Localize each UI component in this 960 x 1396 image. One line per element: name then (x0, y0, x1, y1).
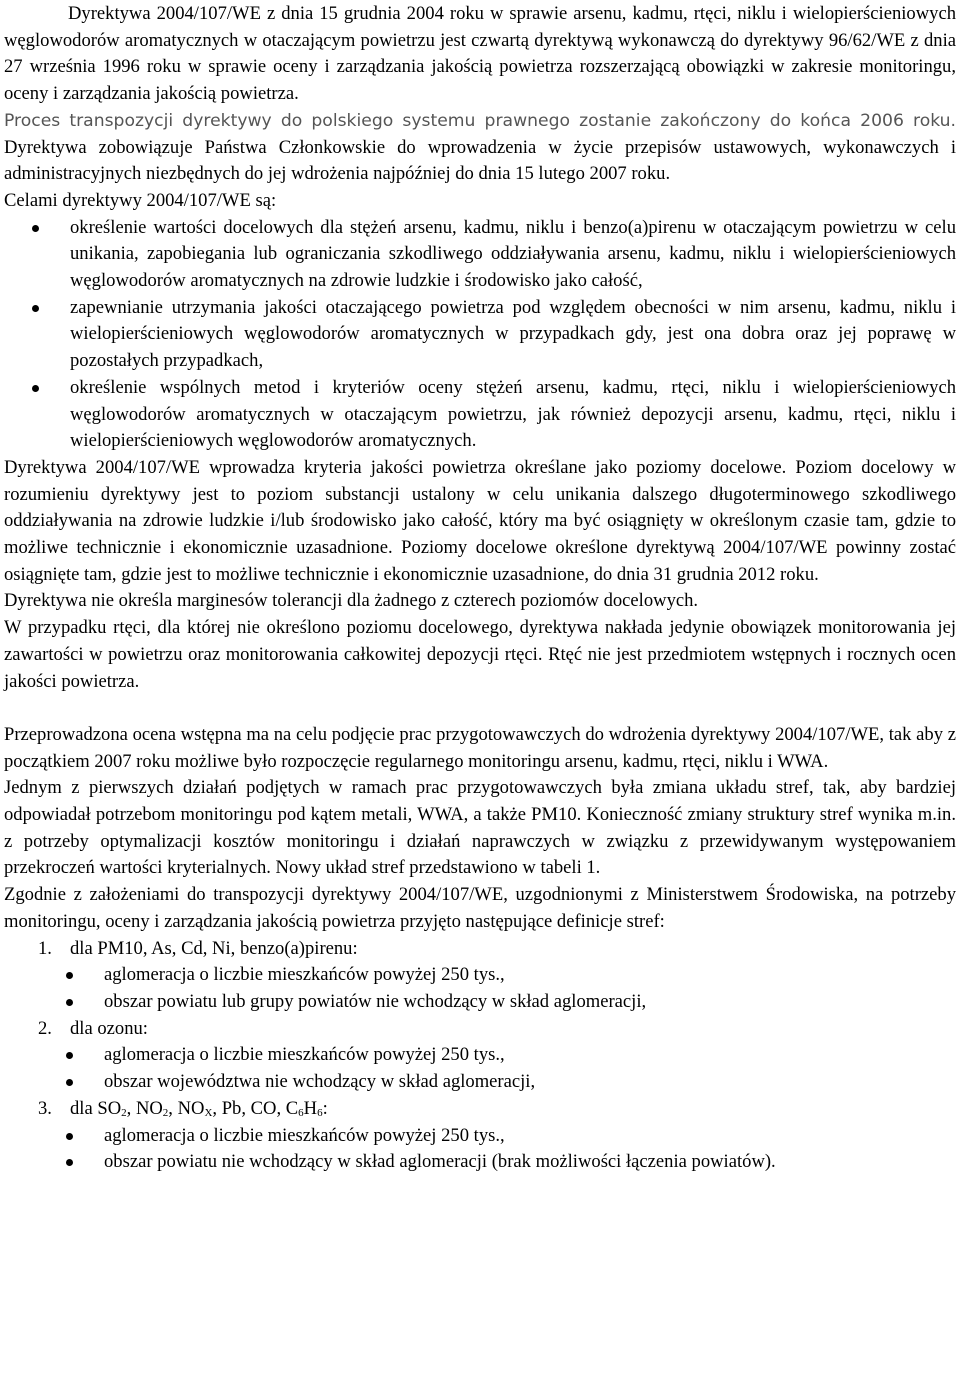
bullet-icon (66, 1079, 73, 1086)
list-item: zapewnianie utrzymania jakości otaczającego powietrza pod względem obecności w nim arsenu, kadmu, niklu i wielopierścieniowych węglowodorów aromatycznych w przypadkach gdy, jest ona dobra oraz jej poprawę w pozostałych przypadkach, (70, 295, 956, 375)
list-item: określenie wartości docelowych dla stężeń arsenu, kadmu, niklu i benzo(a)pirenu w otaczającym powietrzu w celu unikania, zapobiegania lub ograniczania szkodliwego oddziaływania arsenu, kadmu, niklu i wielopierścieniowych węglowodorów aromatycznych na zdrowie ludzkie i środowisko jako całość, (70, 215, 956, 295)
zone-items (70, 1042, 956, 1095)
transposition-obligation: Dyrektywa zobowiązuje Państwa Członkowskie do wprowadzenia w życie przepisów ustawowych, wykonawczych i administracyjnych niezbędnych do jej wdrożenia najpóźniej do dnia 15 lutego 2007 roku. (4, 136, 956, 185)
zone-head: dla PM10, As, Cd, Ni, benzo(a)pirenu: (70, 937, 358, 959)
paragraph-transposition (4, 108, 956, 188)
bullet-icon (66, 972, 73, 979)
list-item: określenie wspólnych metod i kryteriów oceny stężeń arsenu, kadmu, rtęci, niklu i wielopierścieniowych węglowodorów aromatycznych w otaczającym powietrzu, jak również depozycji arsenu, kadmu, rtęci, niklu i wielopierścieniowych węglowodorów aromatycznych. (70, 375, 956, 455)
bullet-icon (66, 999, 73, 1006)
list-item: obszar województwa nie wchodzący w skład aglomeracji, (104, 1069, 956, 1096)
paragraph-target-levels: Dyrektywa 2004/107/WE wprowadza kryteria jakości powietrza określane jako poziomy docelowe. Poziom docelowy w rozumieniu dyrektywy jest to poziom substancji ustalony w celu unikania dalszego długoterminowego szkodliwego oddziaływania na zdrowie ludzkie i/lub środowisko jako całość, który ma być osiągnięty w określonym czasie tam, gdzie to możliwe technicznie i ekonomicznie uzasadnione. Poziomy docelowe określone dyrektywą 2004/107/WE powinny zostać osiągnięte tam, gdzie jest to możliwe technicznie i ekonomicznie uzasadnione, do dnia 31 grudnia 2012 roku. (4, 456, 956, 585)
zone-definition (38, 1096, 956, 1176)
transposition-note: Proces transpozycji dyrektywy do polskiego systemu prawnego zostanie zakończony do końca 2006 roku. (4, 110, 956, 131)
paragraph-tolerance: Dyrektywa nie określa marginesów tolerancji dla żadnego z czterech poziomów docelowych. (4, 590, 699, 612)
list-item: obszar powiatu nie wchodzący w skład aglomeracji (brak możliwości łączenia powiatów). (104, 1149, 956, 1176)
zone-head: dla $SO_2$, $NO_2$, $NO_X$, Pb, CO, $C_6H_6$: (70, 1097, 328, 1119)
paragraph-zone-definitions: Zgodnie z założeniami do transpozycji dyrektywy 2004/107/WE, uzgodnionymi z Ministerstwem Środowiska, na potrzeby monitoringu, oceny i zarządzania jakością powietrza przyjęto następujące definicje stref: (4, 884, 956, 932)
zone-items (70, 962, 956, 1015)
zone-head: dla ozonu: (70, 1017, 148, 1039)
list-item: aglomeracja o liczbie mieszkańców powyżej 250 tys., (104, 1123, 956, 1150)
paragraph-mercury: W przypadku rtęci, dla której nie określono poziomu docelowego, dyrektywa nakłada jedynie obowiązek monitorowania jej zawartości w powietrzu oraz monitorowania całkowitej depozycji rtęci. Rtęć nie jest przedmiotem wstępnych i rocznych ocen jakości powietrza. (4, 617, 956, 692)
goals-list (4, 215, 956, 455)
bullet-icon (66, 1133, 73, 1140)
zone-definition (38, 936, 956, 1016)
list-item: aglomeracja o liczbie mieszkańców powyżej 250 tys., (104, 962, 956, 989)
zone-definitions-list (4, 936, 956, 1176)
list-number: 2. (38, 1017, 52, 1039)
list-item: obszar powiatu lub grupy powiatów nie wchodzący w skład aglomeracji, (104, 989, 956, 1016)
list-number: 1. (38, 937, 52, 959)
list-number: 3. (38, 1097, 52, 1119)
bullet-icon (32, 225, 39, 232)
spacer (4, 695, 956, 722)
zone-items (70, 1123, 956, 1176)
paragraph-assessment: Przeprowadzona ocena wstępna ma na celu podjęcie prac przygotowawczych do wdrożenia dyrektywy 2004/107/WE, tak aby z początkiem 2007 roku możliwe było rozpoczęcie regularnego monitoringu arsenu, kadmu, rtęci, niklu i WWA. (4, 723, 956, 772)
zone-definition (38, 1016, 956, 1096)
bullet-icon (66, 1052, 73, 1059)
list-item: aglomeracja o liczbie mieszkańców powyżej 250 tys., (104, 1042, 956, 1069)
paragraph-intro: Dyrektywa 2004/107/WE z dnia 15 grudnia 2004 roku w sprawie arsenu, kadmu, rtęci, niklu i wielopierścieniowych węglowodorów aromatycznych w otaczającym powietrzu jest czwartą dyrektywą wykonawczą do dyrektywy 96/62/WE z dnia 27 września 1996 roku w sprawie oceny i zarządzania jakością powietrza rozszerzającą obowiązki w zakresie monitoringu, oceny i zarządzania jakością powietrza. (4, 3, 956, 105)
bullet-icon (32, 305, 39, 312)
document (4, 1, 956, 1176)
bullet-icon (66, 1159, 73, 1166)
paragraph-zones-change: Jednym z pierwszych działań podjętych w ramach prac przygotowawczych była zmiana układu stref, tak, aby bardziej odpowiadał potrzebom monitoringu pod kątem metali, WWA, a także PM10. Konieczność zmiany struktury stref wynika m.in. z potrzeby optymalizacji kosztów monitoringu i działań naprawczych w związku z przewidywanym występowaniem przekroczeń wartości kryterialnych. Nowy układ stref przedstawiono w tabeli 1. (4, 777, 956, 879)
goals-heading: Celami dyrektywy 2004/107/WE są: (4, 189, 277, 211)
bullet-icon (32, 385, 39, 392)
